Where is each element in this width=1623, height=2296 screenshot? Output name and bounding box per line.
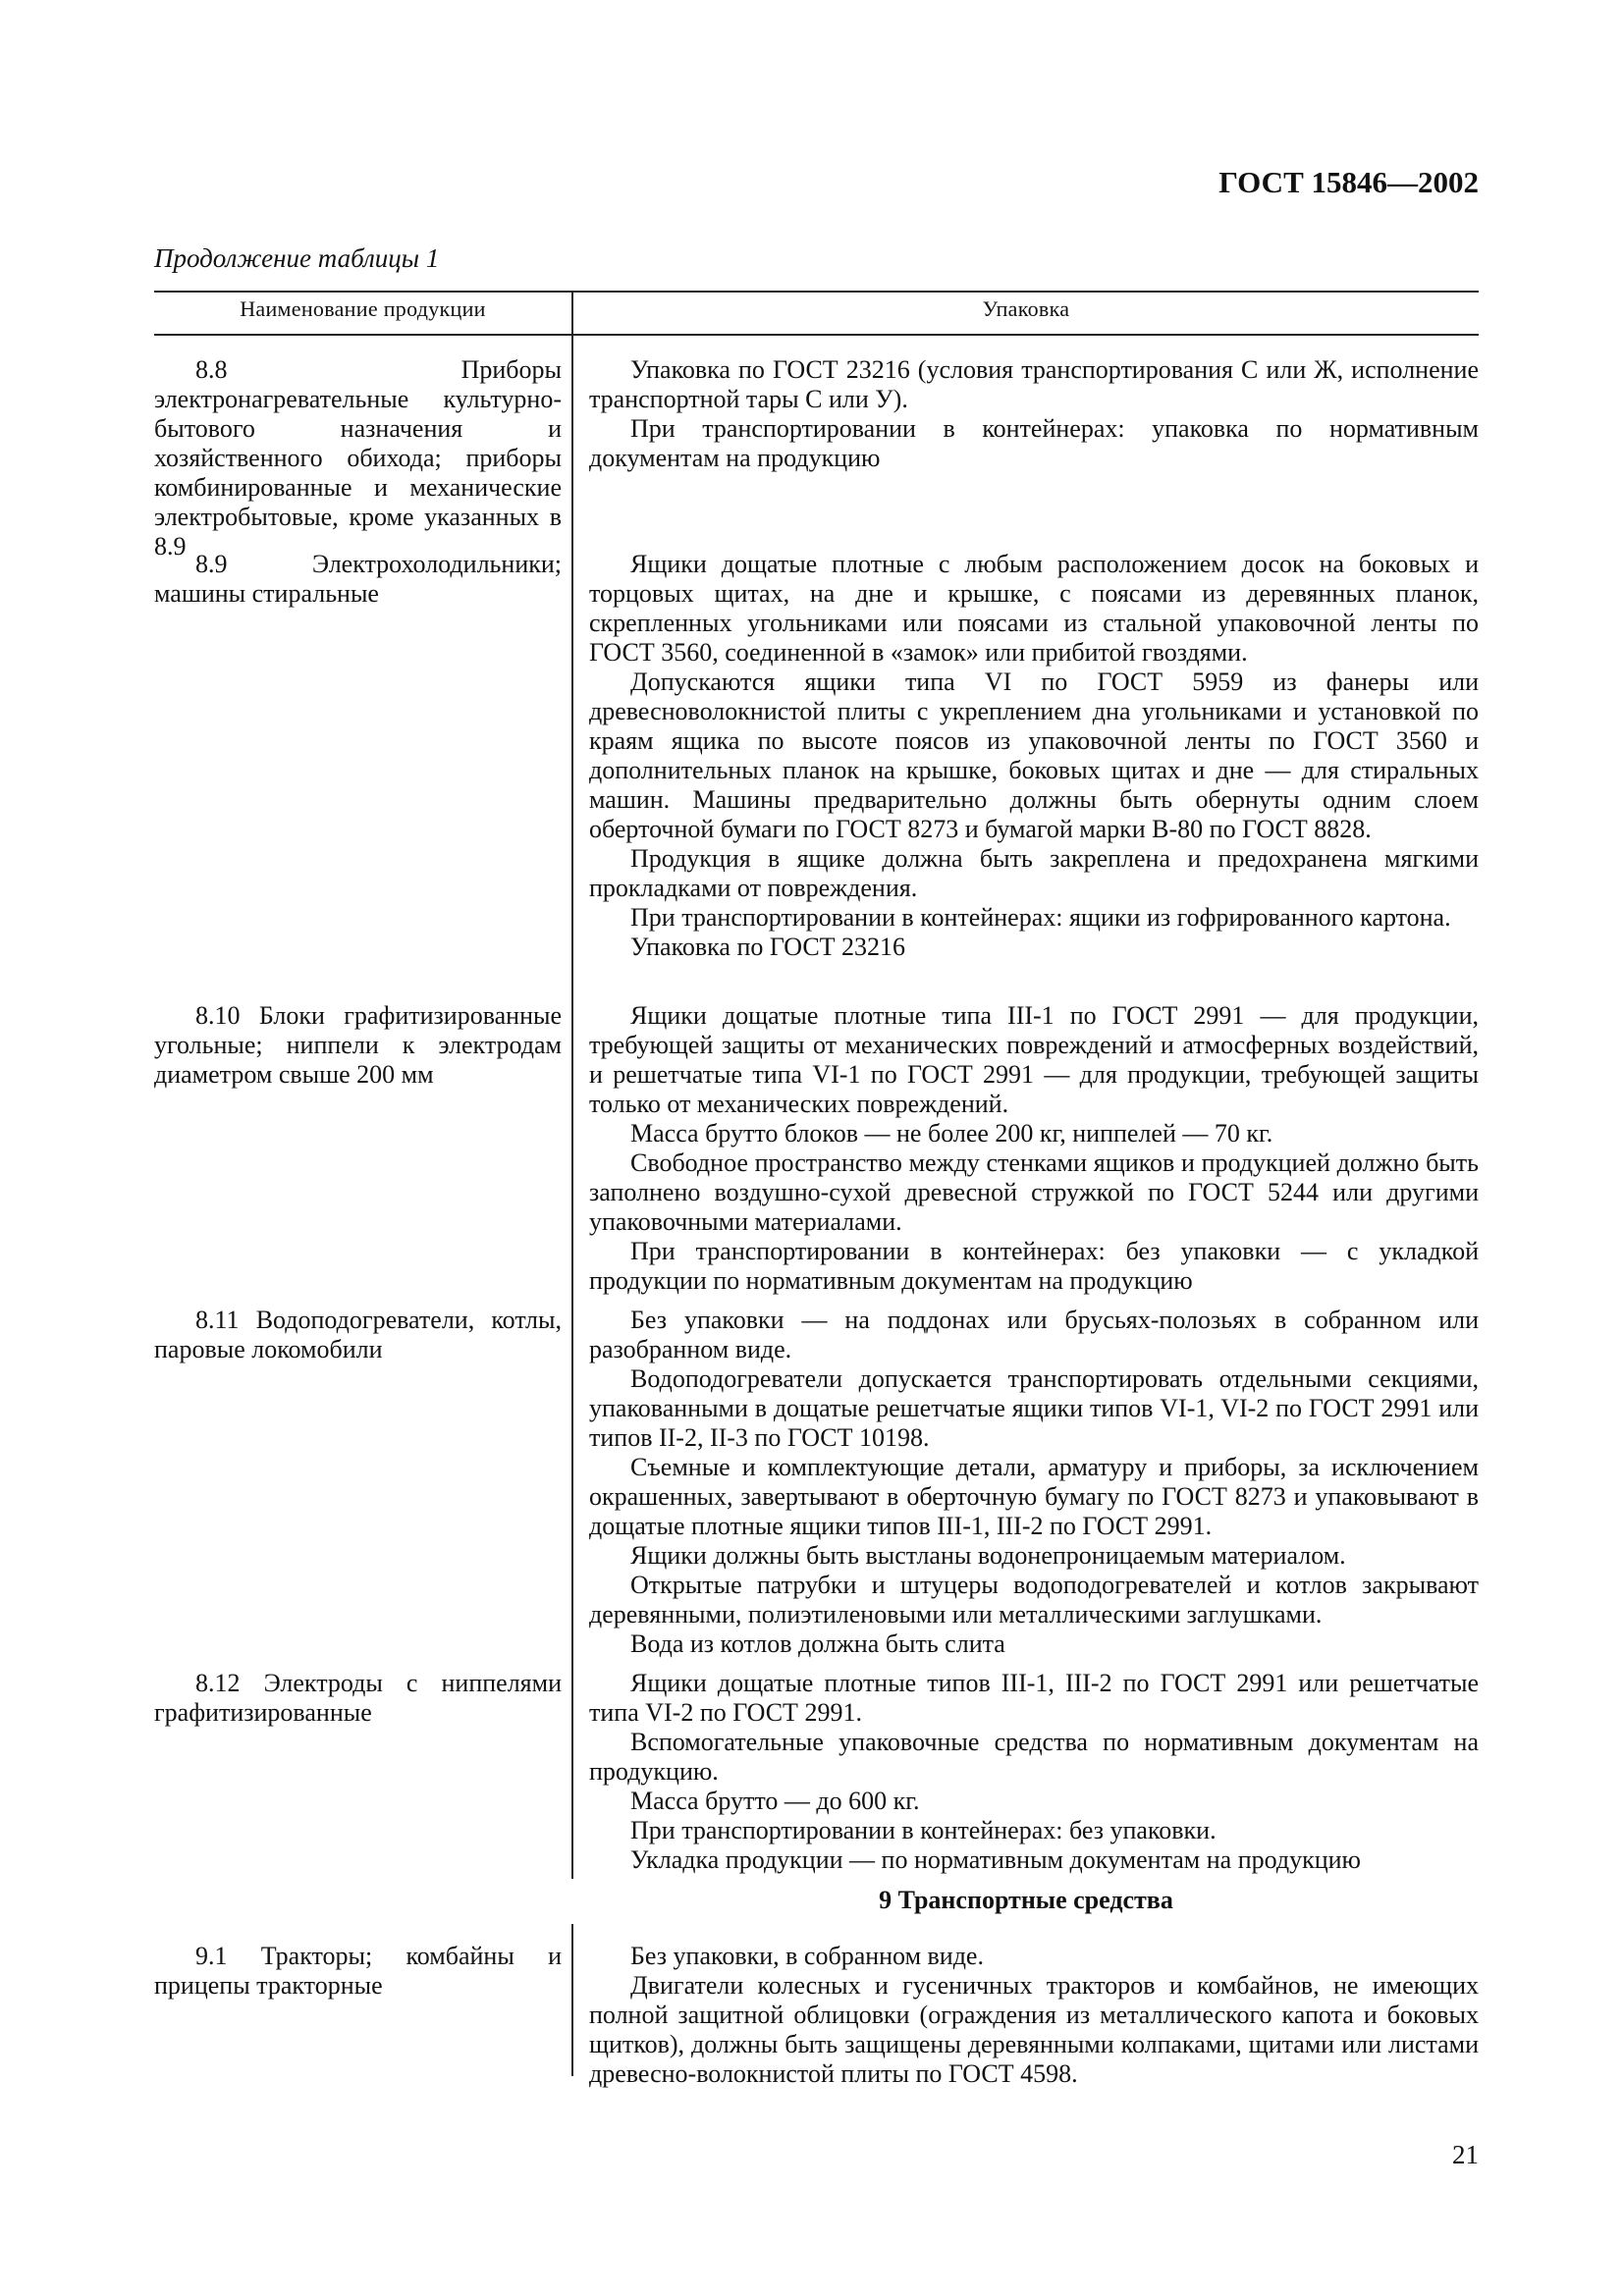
table-header-rule bbox=[154, 334, 1479, 336]
table-row-name: 8.9 Электрохолодильники; машины стиральные bbox=[154, 550, 562, 608]
table-row-packaging: Без упаковки — на поддонах или брусьях-полозьях в собранном или разобранном виде. Водоподогреватели допускается транспортировать отдельными секциями, упакованными в дощатые решетчатые ящики типов VI-1, VI-2 по ГОСТ 2991 или типов II-2, II-3 по ГОСТ 10198. Съемные и комплектующие детали, арматуру и приборы, за исключением окрашенных, завертывают в оберточную бумагу по ГОСТ 8273 и упаковывают в дощатые плотные ящики типов III-1, III-2 по ГОСТ 2991. Ящики должны быть выстланы водонепроницаемым материалом. Открытые патрубки и штуцеры водоподогревателей и котлов закрывают деревянными, полиэтиленовыми или металлическими заглушками. Вода из котлов должна быть слита bbox=[589, 1306, 1479, 1658]
table-row-packaging: Без упаковки, в собранном виде. Двигатели колесных и гусеничных тракторов и комбайнов, не имеющих полной защитной облицовки (ограждения из металлического капота и боковых щитков), должны быть защищены деревянными колпаками, щитами или листами древесно-волокнистой плиты по ГОСТ 4598. bbox=[589, 1942, 1479, 2088]
table-continuation-caption: Продолжение таблицы 1 bbox=[154, 243, 440, 273]
table-row-packaging: Ящики дощатые плотные типов III-1, III-2 по ГОСТ 2991 или решетчатые типа VI-2 по ГОСТ 2991. Вспомогательные упаковочные средства по нормативным документам на продукцию. Масса брутто — до 600 кг. При транспортировании в контейнерах: без упаковки. Укладка продукции — по нормативным документам на продукцию bbox=[589, 1669, 1479, 1874]
column-divider bbox=[571, 291, 573, 1879]
table-top-rule bbox=[154, 291, 1479, 293]
page-number: 21 bbox=[1452, 2140, 1479, 2169]
column-divider-section-9 bbox=[571, 1924, 573, 2076]
section-title: 9 Транспортные средства bbox=[879, 1886, 1173, 1914]
standard-number: ГОСТ 15846—2002 bbox=[1218, 165, 1479, 199]
table-row-packaging: Ящики дощатые плотные типа III-1 по ГОСТ 2991 — для продукции, требующей защиты от механических повреждений и атмосферных воздействий, и решетчатые типа VI-1 по ГОСТ 2991 — для продукции, требующей защиты только от механических повреждений. Масса брутто блоков — не более 200 кг, ниппелей — 70 кг. Свободное пространство между стенками ящиков и продукцией должно быть заполнено воздушно-сухой древесной стружкой по ГОСТ 5244 или другими упаковочными материалами. При транспортировании в контейнерах: без упаковки — с укладкой продукции по нормативным документам на продукцию bbox=[589, 1001, 1479, 1295]
table-row-packaging: Упаковка по ГОСТ 23216 (условия транспортирования С или Ж, исполнение транспортной тары С или У). При транспортировании в контейнерах: упаковка по нормативным документам на продукцию bbox=[589, 355, 1479, 472]
table-row-name: 9.1 Тракторы; комбайны и прицепы тракторные bbox=[154, 1942, 562, 2000]
column-header-product: Наименование продукции bbox=[240, 296, 486, 321]
table-row-name: 8.8 Приборы электронагревательные культурно-бытового назначения и хозяйственного обихода; приборы комбинированные и механические электробытовые, кроме указанных в 8.9 bbox=[154, 355, 562, 561]
table-row-name: 8.12 Электроды с ниппелями графитизированные bbox=[154, 1669, 562, 1727]
table-row-packaging: Ящики дощатые плотные с любым расположением досок на боковых и торцовых щитах, на дне и крышке, с поясами из деревянных планок, скрепленных угольниками или поясами из стальной упаковочной ленты по ГОСТ 3560, соединенной в «замок» или прибитой гвоздями. Допускаются ящики типа VI по ГОСТ 5959 из фанеры или древесноволокнистой плиты с укреплением дна угольниками и установкой по краям ящика по высоте поясов из упаковочной ленты по ГОСТ 3560 и дополнительных планок на крышке, боковых щитах и дне — для стиральных машин. Машины предварительно должны быть обернуты одним слоем оберточной бумаги по ГОСТ 8273 и бумагой марки В-80 по ГОСТ 8828. Продукция в ящике должна быть закреплена и предохранена мягкими прокладками от повреждения. При транспортировании в контейнерах: ящики из гофрированного картона. Упаковка по ГОСТ 23216 bbox=[589, 550, 1479, 961]
table-row-name: 8.10 Блоки графитизированные угольные; ниппели к электродам диаметром свыше 200 мм bbox=[154, 1001, 562, 1089]
column-header-packaging: Упаковка bbox=[982, 296, 1070, 321]
table-row-name: 8.11 Водоподогреватели, котлы, паровые локомобили bbox=[154, 1306, 562, 1363]
